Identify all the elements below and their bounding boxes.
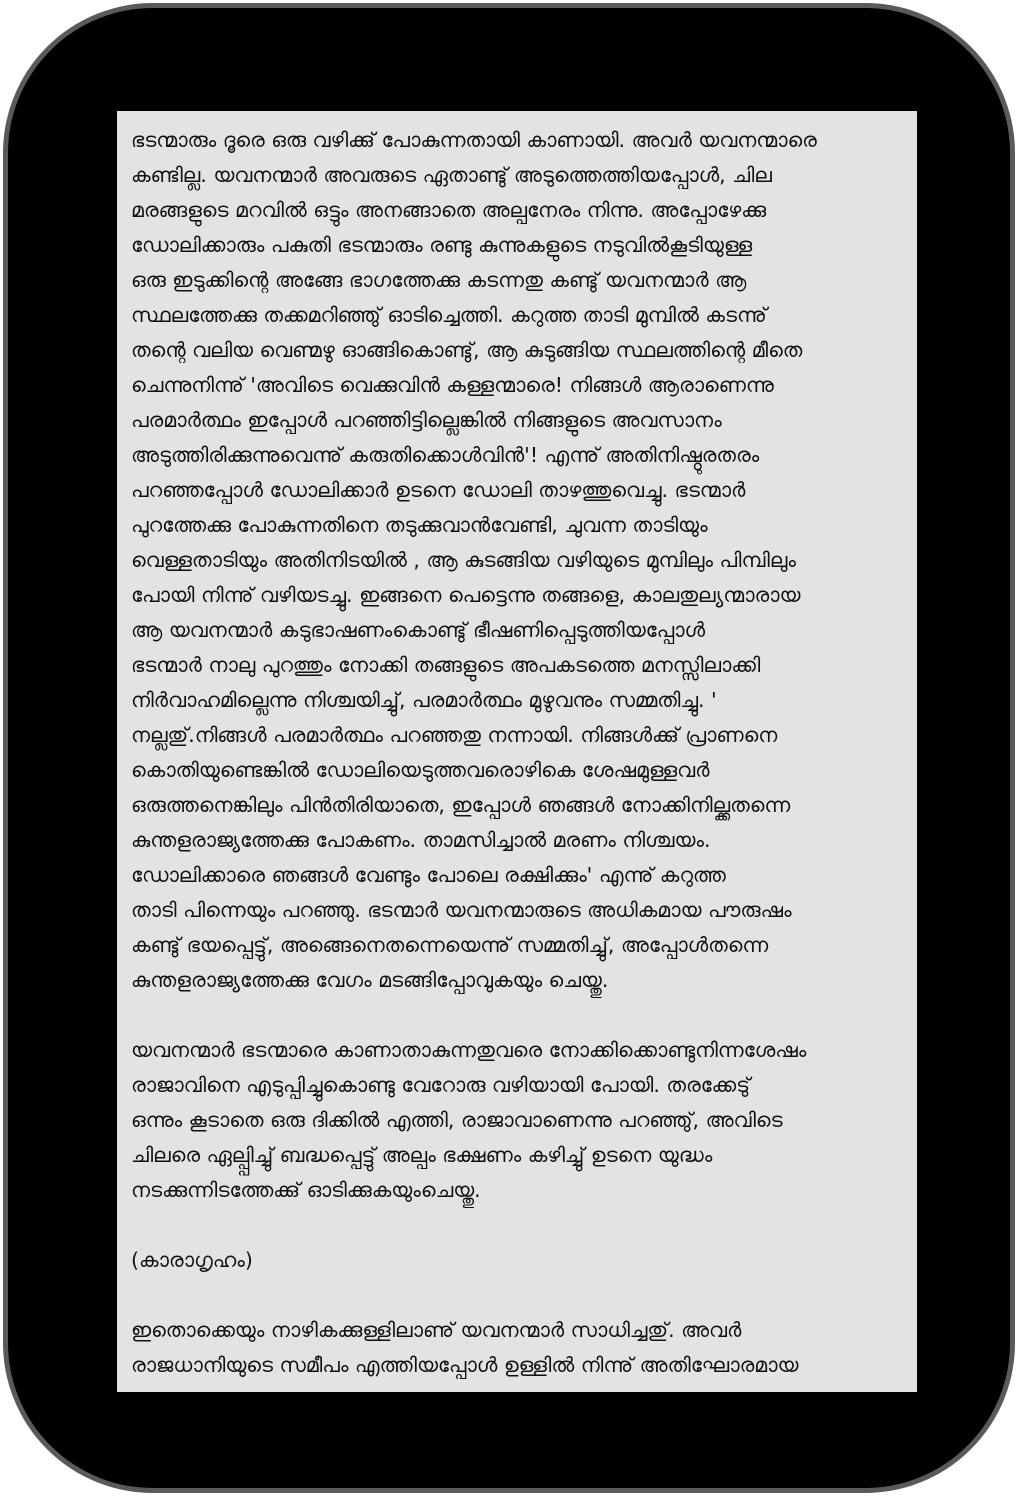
text-line: കണ്ടില്ല. യവനന്മാർ അവരുടെ ഏതാണ്ടു് അടുത്തെത്തിയപ്പോൾ, ചില <box>131 163 772 187</box>
text-line: യവനന്മാർ ഭടന്മാരെ കാണാതാകുന്നതുവരെ നോക്കിക്കൊണ്ടുനിന്നശേഷം <box>131 1038 807 1062</box>
text-line: പരമാർത്ഥം ഇപ്പോൾ പറഞ്ഞിട്ടില്ലെങ്കിൽ നിങ്ങളുടെ അവസാനം <box>131 408 722 432</box>
text-line: താടി പിന്നെയും പറഞ്ഞു. ഭടന്മാർ യവനന്മാരുടെ അധികമായ പൗരുഷം <box>131 898 792 922</box>
text-line: നിർവാഹമില്ലെന്നു നിശ്ചയിച്ചു്, പരമാർത്ഥം മുഴുവനും സമ്മതിച്ചു. ' <box>131 688 717 712</box>
text-line: തന്റെ വലിയ വെണ്മഴു ഓങ്ങികൊണ്ടു്, ആ കുടുങ്ങിയ സ്ഥലത്തിന്റെ മീതെ <box>131 338 803 362</box>
text-line: ഡോലിക്കാരെ ഞങ്ങൾ വേണ്ടും പോലെ രക്ഷിക്കും' എന്നു് കറുത്ത <box>131 863 726 887</box>
text-line: കണ്ടു് ഭയപ്പെട്ടു്, അങ്ങെനെതന്നെയെന്നു് സമ്മതിച്ചു്, അപ്പോൾതന്നെ <box>131 933 769 957</box>
text-line: പോയി നിന്നു് വഴിയടച്ചു. ഇങ്ങനെ പെട്ടെന്നു തങ്ങളെ, കാലതുല്യന്മാരായ <box>131 583 801 607</box>
text-line: പുറത്തേക്കു പോകുന്നതിനെ തടുക്കുവാൻവേണ്ടി, ചുവന്ന താടിയും <box>131 513 708 537</box>
text-line: ഒരു ഇടുക്കിന്റെ അങ്ങേ ഭാഗത്തേക്കു കടന്നതു കണ്ടു് യവനന്മാർ ആ <box>131 268 747 292</box>
text-line: പറഞ്ഞപ്പോൾ ഡോലിക്കാർ ഉടനെ ഡോലി താഴത്തുവെച്ചു. ഭടന്മാർ <box>131 478 746 502</box>
text-line: ചെന്നുനിന്നു് 'അവിടെ വെക്കുവിൻ കള്ളന്മാരെ! നിങ്ങൾ ആരാണെന്നു <box>131 373 774 397</box>
text-line: കുന്തളരാജ്യത്തേക്കു വേഗം മടങ്ങിപ്പോവുകയും ചെയ്തു. <box>131 968 609 992</box>
text-line: രാജധാനിയുടെ സമീപം എത്തിയപ്പോൾ ഉള്ളിൽ നിന്നു് അതിഘോരമായ <box>131 1353 799 1377</box>
paragraph-break <box>131 1208 903 1243</box>
text-line: ഡോലിക്കാരും പകുതി ഭടന്മാരും രണ്ടു കുന്നുകളുടെ നടുവിൽകൂടിയുള്ള <box>131 233 753 257</box>
paragraph-break <box>131 998 903 1033</box>
text-line: (കാരാഗൃഹം) <box>131 1248 253 1272</box>
text-line: ഭടന്മാർ നാലു പുറത്തും നോക്കി തങ്ങളുടെ അപകടത്തെ മനസ്സിലാക്കി <box>131 653 761 677</box>
text-line: നല്ലതു്.നിങ്ങൾ പരമാർത്ഥം പറഞ്ഞതു നന്നായി. നിങ്ങൾക്കു് പ്രാണനെ <box>131 723 778 747</box>
reader-screen[interactable] <box>117 111 917 1392</box>
text-line: കുന്തളരാജ്യത്തേക്കു പോകണം. താമസിച്ചാൽ മരണം നിശ്ചയം. <box>131 828 711 852</box>
text-line: വെള്ളതാടിയും അതിനിടയിൽ , ആ കുടങ്ങിയ വഴിയുടെ മുമ്പിലും പിമ്പിലും <box>131 548 796 572</box>
text-line: ഒരുത്തനെങ്കിലും പിൻതിരിയാതെ, ഇപ്പോൾ ഞങ്ങൾ നോക്കിനില്ക്കതന്നെ <box>131 793 791 817</box>
text-line: സ്ഥലത്തേക്കു തക്കമറിഞ്ഞു് ഓടിച്ചെത്തി. കറുത്ത താടി മുമ്പിൽ കടന്നു് <box>131 303 767 327</box>
text-line: ആ യവനന്മാർ കടുഭാഷണംകൊണ്ടു് ഭീഷണിപ്പെടുത്തിയപ്പോൾ <box>131 618 706 642</box>
partial-line-top <box>131 111 903 123</box>
paragraph-break <box>131 1278 903 1313</box>
text-line: അടുത്തിരിക്കുന്നുവെന്നു് കരുതിക്കൊൾവിൻ'! എന്നു് അതിനിഷ്ഠുരതരം <box>131 443 760 467</box>
text-line: നടക്കുന്നിടത്തേക്കു് ഓടിക്കുകയുംചെയ്തു. <box>131 1178 481 1202</box>
text-line: ഒന്നും കൂടാതെ ഒരു ദിക്കിൽ എത്തി, രാജാവാണെന്നു പറഞ്ഞു്, അവിടെ <box>131 1108 783 1132</box>
text-line: മരങ്ങളുടെ മറവിൽ ഒട്ടും അനങ്ങാതെ അല്പനേരം നിന്നു. അപ്പോഴേക്കു <box>131 198 767 222</box>
text-line: ചിലരെ ഏല്പ്പിച്ചു് ബദ്ധപ്പെട്ടു് അല്പം ഭക്ഷണം കഴിച്ചു് ഉടനെ യുദ്ധം <box>131 1143 713 1167</box>
text-line: ഭടന്മാരും ദൂരെ ഒരു വഴിക്കു് പോകുന്നതായി കാണായി. അവർ യവനന്മാരെ <box>131 128 817 152</box>
book-page-text <box>131 111 903 1383</box>
text-line: കൊതിയുണ്ടെങ്കിൽ ഡോലിയെടുത്തവരൊഴികെ ശേഷമുള്ളവർ <box>131 758 710 782</box>
text-line: രാജാവിനെ എടുപ്പിച്ചുകൊണ്ടു വേറോരു വഴിയായി പോയി. തരക്കേടു് <box>131 1073 751 1097</box>
tablet-device-frame <box>3 3 1015 1493</box>
text-line: ഇതൊക്കെയും നാഴികക്കുള്ളിലാണു് യവനന്മാർ സാധിച്ചതു്. അവർ <box>131 1318 742 1342</box>
